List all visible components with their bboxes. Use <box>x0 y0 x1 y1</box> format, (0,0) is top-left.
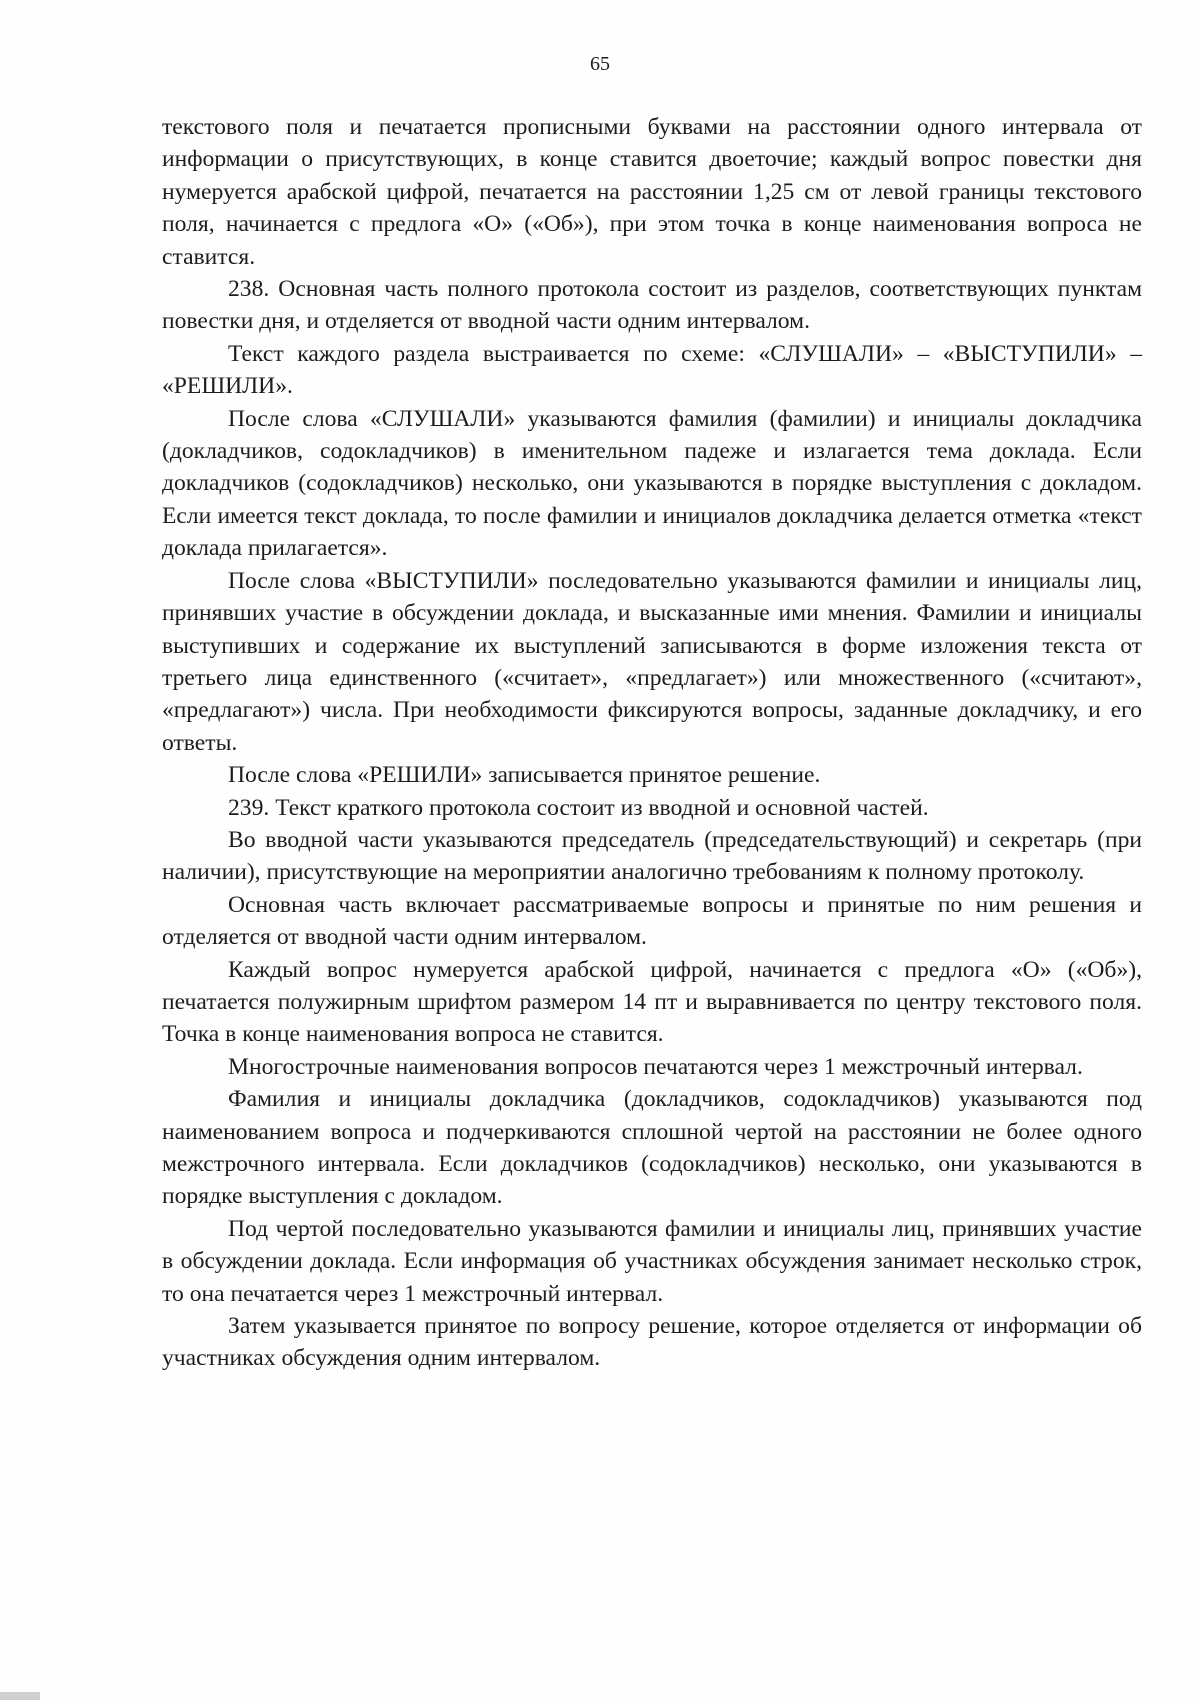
document-body <box>162 111 1142 1375</box>
paragraph-decision: Затем указывается принятое по вопросу решение, которое отделяется от информации об участниках обсуждения одним интервалом. <box>162 1313 1142 1372</box>
paragraph-main-part: Основная часть включает рассматриваемые вопросы и принятые по ним решения и отделяется от вводной части одним интервалом. <box>162 891 1142 951</box>
page-number: 65 <box>590 53 610 75</box>
paragraph-238: 238. Основная часть полного протокола состоит из разделов, соответствующих пунктам повестки дня, и отделяется от вводной части одним интервалом. <box>162 276 1142 335</box>
paragraph-reshili: После слова «РЕШИЛИ» записывается принятое решение. <box>228 762 821 789</box>
paragraph-slushali: После слова «СЛУШАЛИ» указываются фамилия (фамилии) и инициалы докладчика (докладчиков, содокладчиков) в именительном падеже и излагается тема доклада. Если докладчиков (содокладчиков) несколько, они указываются в порядке выступления с докладом. Если имеется текст доклада, то после фамилии и инициалов докладчика делается отметка «текст доклада прилагается». <box>162 405 1142 562</box>
paragraph-239: 239. Текст краткого протокола состоит из вводной и основной частей. <box>228 794 929 821</box>
paragraph-section-scheme: Текст каждого раздела выстраивается по схеме: «СЛУШАЛИ» – «ВЫСТУПИЛИ» – «РЕШИЛИ». <box>162 340 1142 400</box>
paragraph-intro-part: Во вводной части указываются председатель (председательствующий) и секретарь (при наличии), присутствующие на мероприятии аналогично требованиям к полному протоколу. <box>162 826 1142 886</box>
paragraph-under-line: Под чертой последовательно указываются фамилии и инициалы лиц, принявших участие в обсуждении доклада. Если информация об участниках обсуждения занимает несколько строк, то она печатается через 1 межстрочный интервал. <box>162 1215 1142 1307</box>
paragraph-continuation: текстового поля и печатается прописными буквами на расстоянии одного интервала от информации о присутствующих, в конце ставится двоеточие; каждый вопрос повестки дня нумеруется арабской цифрой, печатается на расстоянии 1,25 см от левой границы текстового поля, начинается с предлога «О» («Об»), при этом точка в конце наименования вопроса не ставится. <box>162 114 1142 270</box>
paragraph-multiline-titles: Многострочные наименования вопросов печатаются через 1 межстрочный интервал. <box>228 1053 1083 1080</box>
scan-edge-mark <box>0 1692 40 1700</box>
paragraph-vystupili: После слова «ВЫСТУПИЛИ» последовательно указываются фамилии и инициалы лиц, принявших участие в обсуждении доклада, и высказанные ими мнения. Фамилии и инициалы выступивших и содержание их выступлений записываются в форме изложения текста от третьего лица единственного («считает», «предлагает») или множественного («считают», «предлагают») числа. При необходимости фиксируются вопросы, заданные докладчику, и его ответы. <box>162 567 1142 756</box>
paragraph-speaker-names: Фамилия и инициалы докладчика (докладчиков, содокладчиков) указываются под наименованием вопроса и подчеркиваются сплошной чертой на расстоянии не более одного межстрочного интервала. Если докладчиков (содокладчиков) несколько, они указываются в порядке выступления с докладом. <box>162 1086 1142 1210</box>
paragraph-question-numbering: Каждый вопрос нумеруется арабской цифрой, начинается с предлога «О» («Об»), печатается полужирным шрифтом размером 14 пт и выравнивается по центру текстового поля. Точка в конце наименования вопроса не ставится. <box>162 956 1142 1048</box>
